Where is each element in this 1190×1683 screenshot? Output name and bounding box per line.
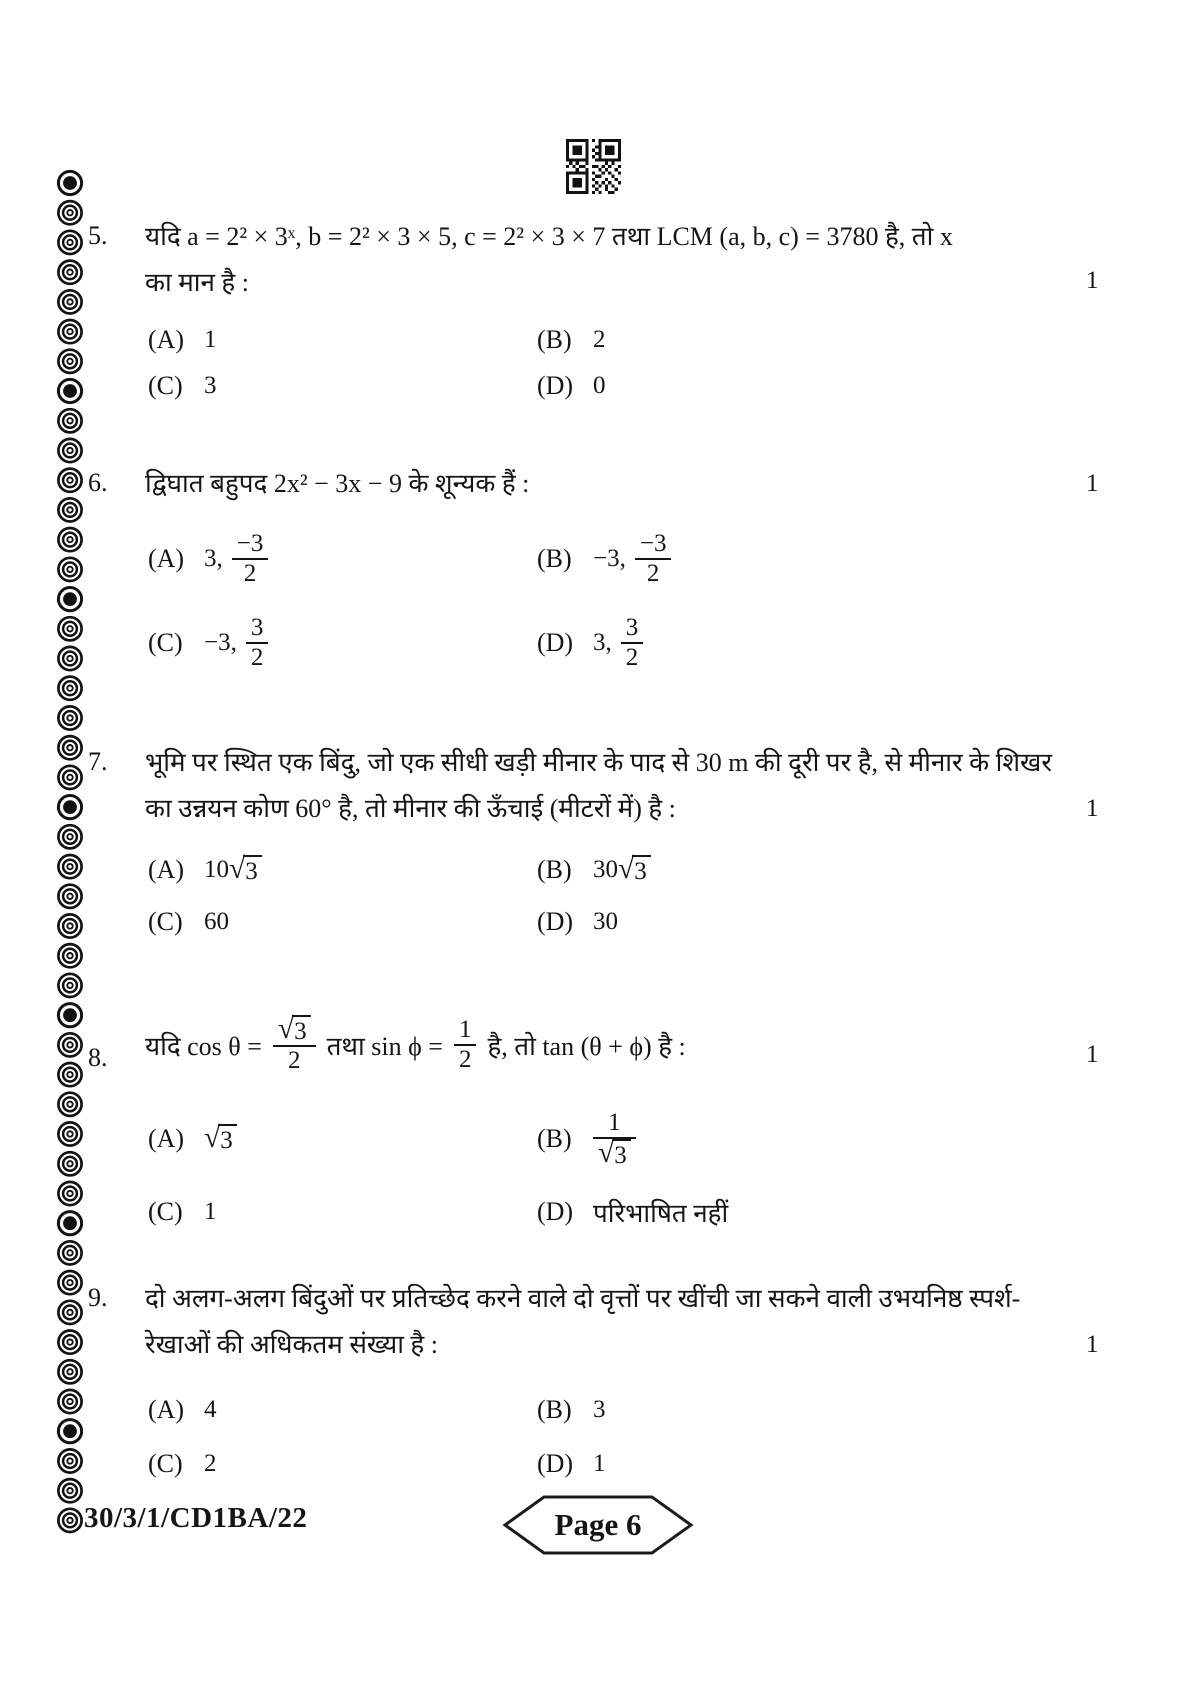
option-d — [537, 902, 618, 942]
radical-sign: √ — [204, 1121, 221, 1154]
option-c — [148, 366, 217, 406]
fraction: $\frac{3}{2}$ — [621, 614, 644, 672]
question-number: 5. — [88, 221, 108, 250]
option-value: 10 √ 3 — [204, 855, 262, 886]
option-label: (A) — [148, 325, 185, 354]
radical-sign: √ — [229, 852, 246, 885]
options-row — [148, 1192, 1078, 1232]
option-b — [537, 528, 671, 590]
option-a — [148, 848, 262, 892]
option-value — [593, 1109, 636, 1170]
options-row — [148, 1108, 1078, 1170]
question-text-part: है, तो tan (θ + ϕ) है : — [487, 1032, 686, 1061]
question-number: 6. — [88, 468, 108, 497]
question-number: 8. — [88, 1043, 108, 1072]
option-label: (B) — [537, 855, 572, 884]
question-text — [145, 1010, 686, 1080]
option-label: (B) — [537, 325, 572, 354]
option-value — [204, 1121, 237, 1155]
option-d — [537, 612, 643, 674]
options-row — [148, 1390, 1078, 1430]
page-label: Page 6 — [554, 1507, 642, 1542]
option-d — [537, 366, 606, 406]
option-b — [537, 848, 651, 892]
square-root: √ 3 — [204, 1124, 237, 1155]
option-label: (C) — [148, 628, 183, 657]
option-c — [148, 1444, 217, 1484]
radical-sign: √ — [618, 852, 635, 885]
square-root: √ 3 — [278, 1015, 311, 1046]
option-value: परिभाषित नहीं — [593, 1199, 729, 1228]
paper-code: 30/3/1/CD1BA/22 — [84, 1502, 308, 1534]
option-label: (D) — [537, 1449, 574, 1478]
square-root: √ 3 — [229, 855, 262, 886]
option-value: 2 — [593, 326, 606, 353]
option-value: −3, $\frac{-3}{2}$ — [593, 530, 671, 588]
options-row — [148, 528, 1078, 590]
option-value: 60 — [204, 908, 229, 935]
marks-value: 1 — [1086, 1041, 1099, 1068]
question-text-line: का मान है : — [145, 268, 249, 297]
option-label: (C) — [148, 1197, 183, 1226]
option-label: (A) — [148, 1124, 185, 1153]
page-indicator — [498, 1492, 698, 1558]
fraction: √ 3 2 — [273, 1015, 316, 1076]
radical-sign: √ — [277, 1012, 295, 1045]
marks-value: 1 — [1086, 267, 1099, 294]
fraction: $\frac{-3}{2}$ — [635, 530, 672, 588]
option-value: 1 — [204, 1198, 217, 1225]
fraction: $\frac{1}{2}$ — [454, 1016, 477, 1074]
option-c — [148, 902, 229, 942]
option-a — [148, 320, 217, 360]
option-a — [148, 528, 268, 590]
option-label: (C) — [148, 907, 183, 936]
option-d — [537, 1192, 728, 1232]
options-row — [148, 848, 1078, 892]
question-number: 9. — [88, 1283, 108, 1312]
option-value: 3, $\frac{-3}{2}$ — [204, 530, 268, 588]
option-label: (D) — [537, 371, 574, 400]
option-value: 1 — [593, 1450, 606, 1477]
options-row — [148, 902, 1078, 942]
option-label: (D) — [537, 907, 574, 936]
option-label: (A) — [148, 544, 185, 573]
option-c — [148, 1192, 217, 1232]
option-a — [148, 1390, 217, 1430]
option-label: (C) — [148, 371, 183, 400]
question-text-line: का उन्नयन कोण 60° है, तो मीनार की ऊँचाई (मीटरों में) है : — [145, 794, 676, 823]
option-label: (D) — [537, 1197, 574, 1226]
fraction: 1 √ 3 — [593, 1109, 636, 1170]
option-value: 4 — [204, 1396, 217, 1423]
option-label: (A) — [148, 855, 185, 884]
option-b — [537, 1108, 636, 1170]
question-text-part: यदि cos θ = — [145, 1032, 262, 1061]
option-label: (A) — [148, 1395, 185, 1424]
options-row — [148, 1444, 1078, 1484]
question-number: 7. — [88, 747, 108, 776]
qr-code — [566, 139, 621, 194]
question-text-part: तथा sin ϕ = — [326, 1032, 443, 1061]
option-value: 30 √ 3 — [593, 855, 651, 886]
option-d — [537, 1444, 606, 1484]
options-row — [148, 320, 1078, 360]
question-text-line: रेखाओं की अधिकतम संख्या है : — [145, 1330, 438, 1359]
radical-sign: √ — [598, 1136, 615, 1169]
option-value: 2 — [204, 1450, 217, 1477]
option-value: 3 — [204, 372, 217, 399]
option-label: (B) — [537, 1124, 572, 1153]
option-value: 3 — [593, 1396, 606, 1423]
options-row — [148, 366, 1078, 406]
option-value: −3, $\frac{3}{2}$ — [204, 614, 268, 672]
question-text-line: दो अलग-अलग बिंदुओं पर प्रतिच्छेद करने वाले दो वृत्तों पर खींची जा सकने वाली उभयनिष्ठ स्पर्श- — [145, 1284, 1021, 1313]
option-value: 3, $\frac{3}{2}$ — [593, 614, 643, 672]
marks-value: 1 — [1086, 470, 1099, 497]
option-value: 30 — [593, 908, 618, 935]
options-row — [148, 612, 1078, 674]
fraction: $\frac{-3}{2}$ — [232, 530, 269, 588]
option-a — [148, 1108, 237, 1170]
fraction: $\frac{3}{2}$ — [246, 614, 269, 672]
marks-value: 1 — [1086, 1331, 1099, 1358]
option-value: 1 — [204, 326, 217, 353]
option-c — [148, 612, 268, 674]
marks-value: 1 — [1086, 795, 1099, 822]
option-label: (B) — [537, 1395, 572, 1424]
option-b — [537, 320, 606, 360]
option-b — [537, 1390, 606, 1430]
option-label: (B) — [537, 544, 572, 573]
question-text-line: भूमि पर स्थित एक बिंदु, जो एक सीधी खड़ी मीनार के पाद से 30 m की दूरी पर है, से मीनार के शिखर — [145, 748, 1052, 777]
option-label: (D) — [537, 628, 574, 657]
option-label: (C) — [148, 1449, 183, 1478]
square-root: √ 3 — [598, 1139, 631, 1170]
binding-marks — [0, 0, 140, 1683]
square-root: √ 3 — [618, 855, 651, 886]
option-value: 0 — [593, 372, 606, 399]
question-text-line: यदि a = 2² × 3ˣ, b = 2² × 3 × 5, c = 2² × 3 × 7 तथा LCM (a, b, c) = 3780 है, तो x — [145, 222, 953, 251]
question-text-line: द्विघात बहुपद 2x² − 3x − 9 के शून्यक हैं : — [145, 469, 530, 498]
